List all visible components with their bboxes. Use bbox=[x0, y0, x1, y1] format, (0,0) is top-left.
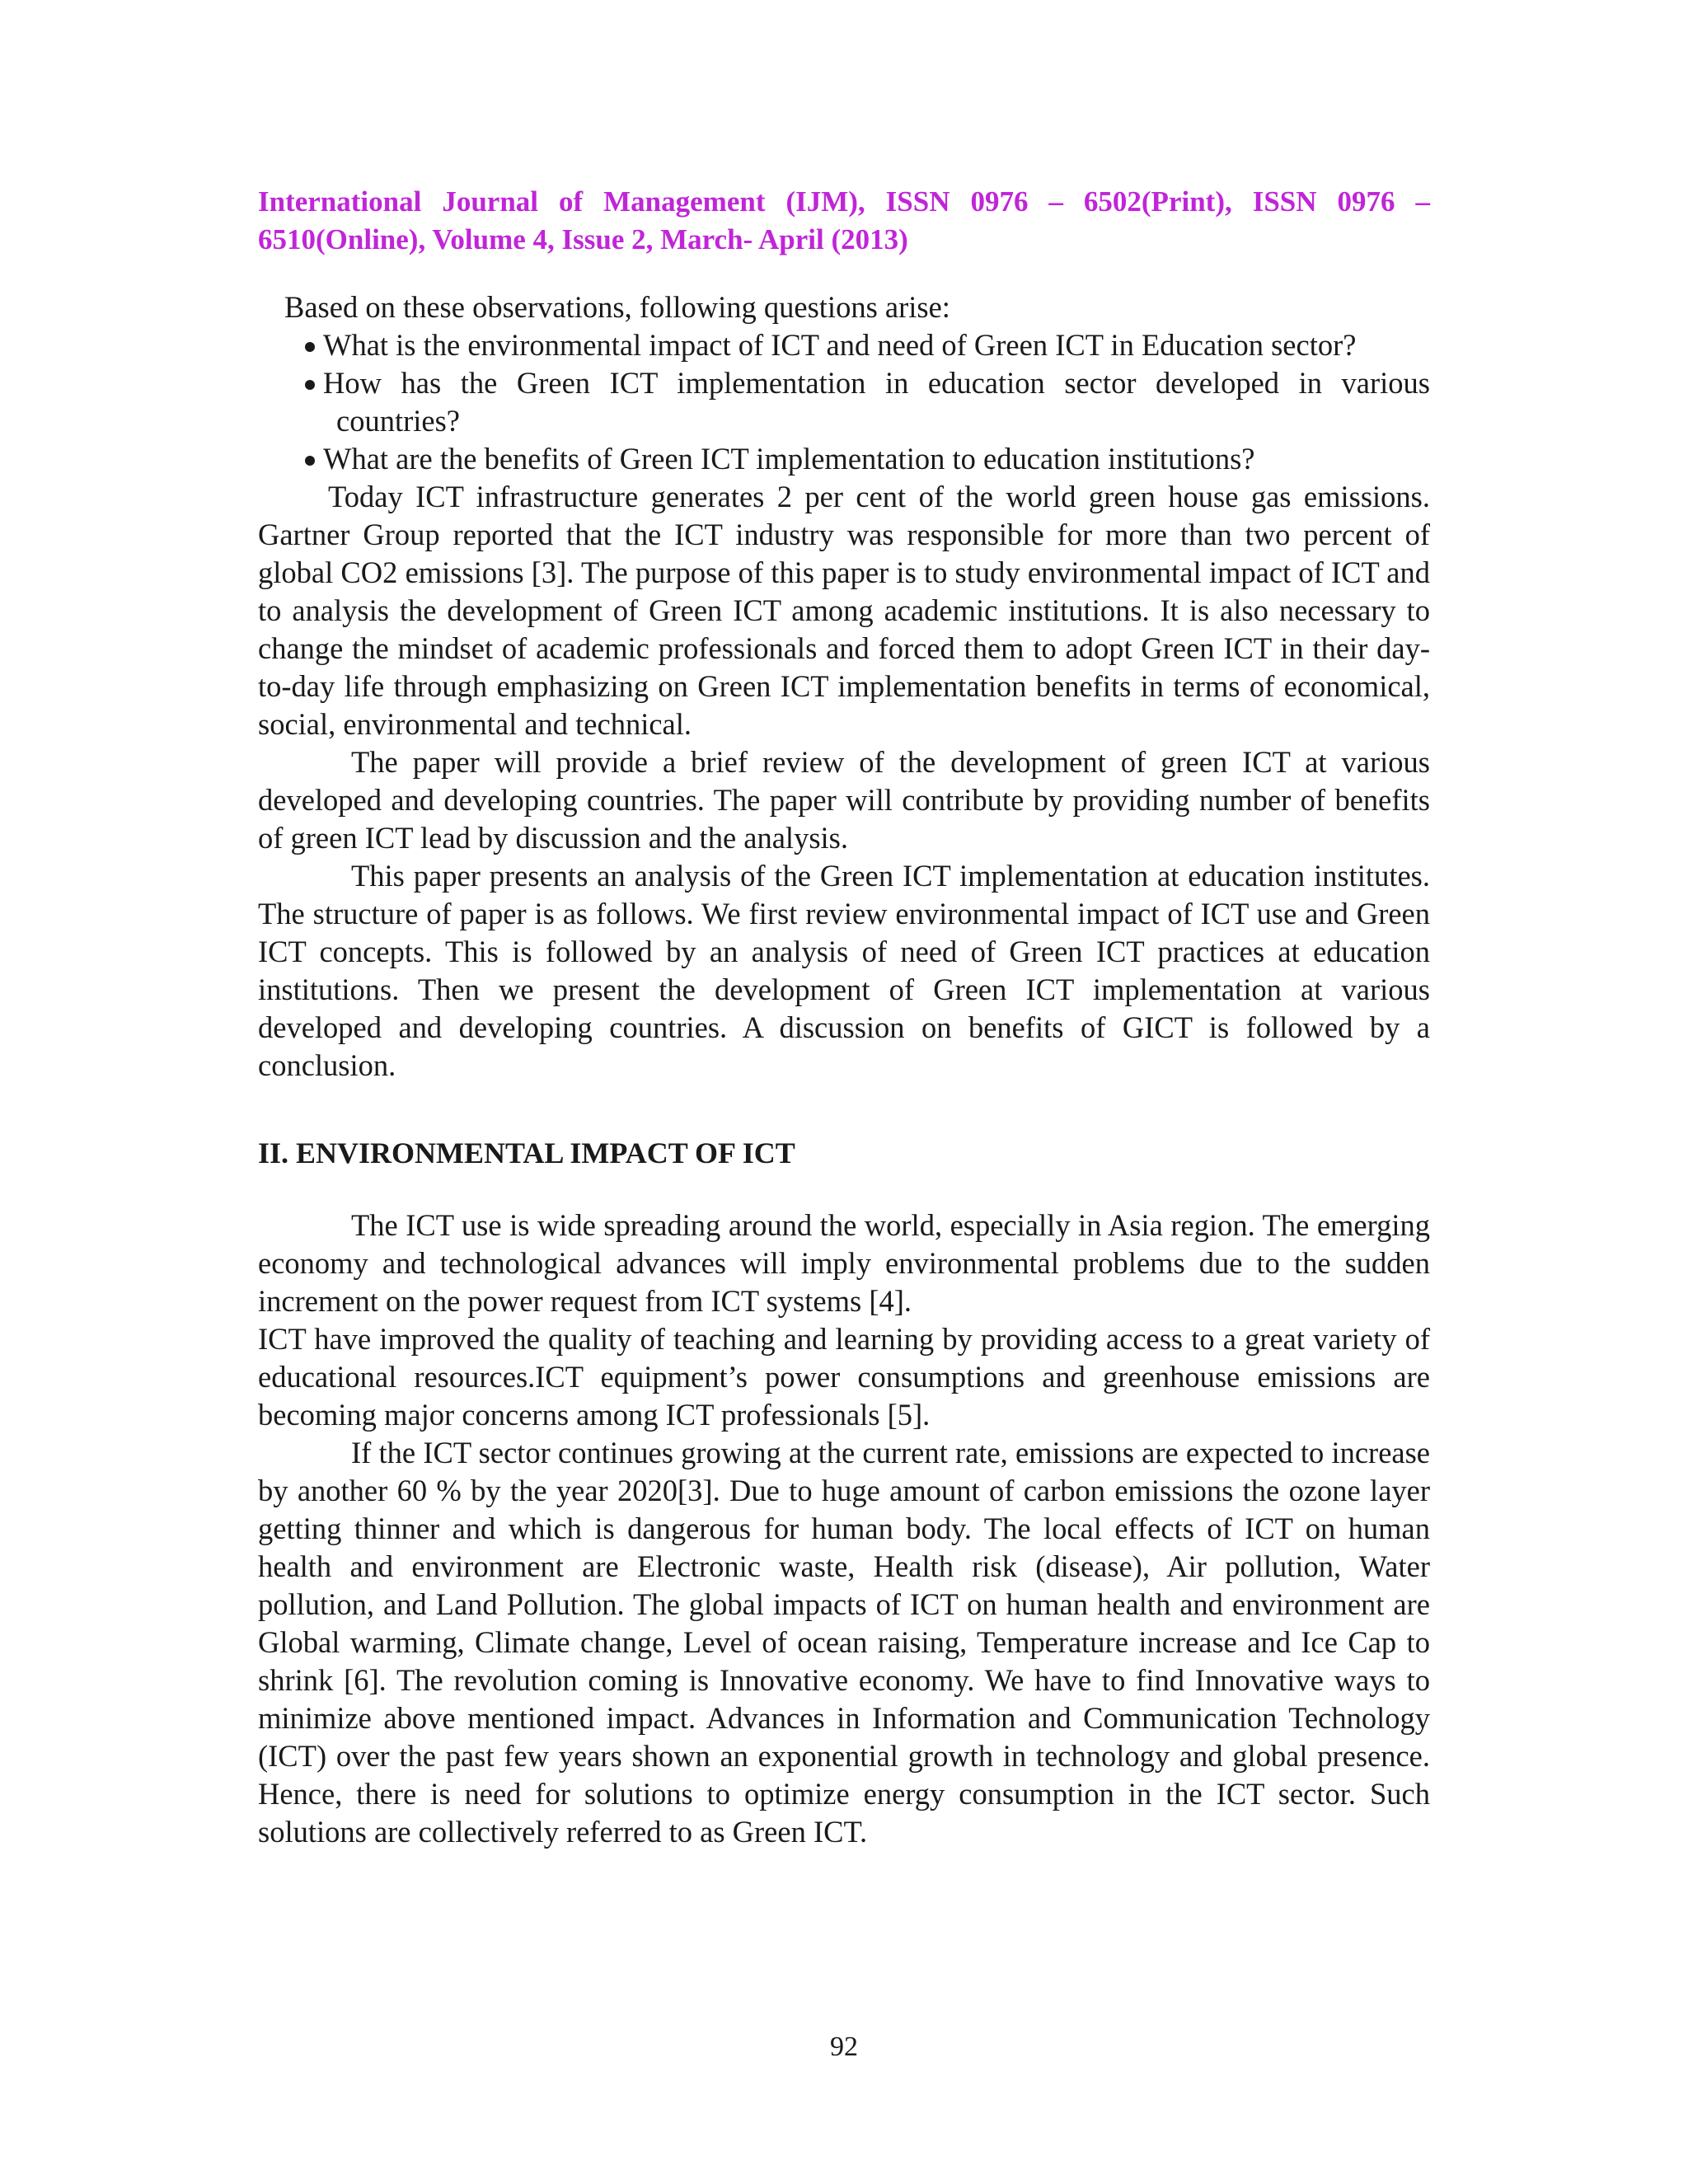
paragraph: The paper will provide a brief review of the development of green ICT at various developed and developing countries. The paper will contribute by providing number of benefits of green ICT lead by discussion and the analysis. bbox=[258, 745, 1430, 855]
bullet-text: What is the environmental impact of ICT and need of Green ICT in Education sector? bbox=[323, 328, 1357, 362]
journal-citation-header: International Journal of Management (IJM), ISSN 0976 – 6502(Print), ISSN 0976 – 6510(Online), Volume 4, Issue 2, March- April (2013) bbox=[258, 185, 1430, 255]
paragraph: The ICT use is wide spreading around the world, especially in Asia region. The emerging economy and technological advances will imply environmental problems due to the sudden increment on the power request from ICT systems [4]. bbox=[258, 1208, 1430, 1318]
bullet-icon bbox=[305, 380, 315, 390]
list-item bbox=[258, 326, 1430, 364]
bullet-text: What are the benefits of Green ICT implementation to education institutions? bbox=[323, 442, 1255, 476]
section-heading: II. ENVIRONMENTAL IMPACT OF ICT bbox=[258, 1137, 795, 1169]
section-body bbox=[258, 1207, 1430, 1851]
research-questions-list bbox=[258, 326, 1430, 478]
intro-lead: Based on these observations, following questions arise: bbox=[284, 290, 950, 324]
page-number: 92 bbox=[830, 2032, 858, 2062]
intro-body bbox=[258, 478, 1430, 1085]
bullet-icon bbox=[305, 456, 315, 466]
paragraph: Today ICT infrastructure generates 2 per cent of the world green house gas emissions. Gartner Group reported that the ICT industry was responsible for more than two percent of global CO2 emissions [3]. The purpose of this paper is to study environmental impact of ICT and to analysis the development of Green ICT among academic institutions. It is also necessary to change the mindset of academic professionals and forced them to adopt Green ICT in their day-to-day life through emphasizing on Green ICT implementation benefits in terms of economical, social, environmental and technical. bbox=[258, 480, 1430, 741]
paper-page bbox=[258, 0, 1430, 2184]
paragraph: This paper presents an analysis of the Green ICT implementation at education institutes. The structure of paper is as follows. We first review environmental impact of ICT use and Green ICT concepts. This is followed by an analysis of need of Green ICT practices at education institutions. Then we present the development of Green ICT implementation at various developed and developing countries. A discussion on benefits of GICT is followed by a conclusion. bbox=[258, 859, 1430, 1082]
bullet-icon bbox=[305, 342, 315, 352]
list-item bbox=[258, 364, 1430, 440]
list-item bbox=[258, 440, 1430, 478]
paragraph: If the ICT sector continues growing at the current rate, emissions are expected to increase by another 60 % by the year 2020[3]. Due to huge amount of carbon emissions the ozone layer getting thinner and which is dangerous for human body. The local effects of ICT on human health and environment are Electronic waste, Health risk (disease), Air pollution, Water pollution, and Land Pollution. The global impacts of ICT on human health and environment are Global warming, Climate change, Level of ocean raising, Temperature increase and Ice Cap to shrink [6]. The revolution coming is Innovative economy. We have to find Innovative ways to minimize above mentioned impact. Advances in Information and Communication Technology (ICT) over the past few years shown an exponential growth in technology and global presence. Hence, there is need for solutions to optimize energy consumption in the ICT sector. Such solutions are collectively referred to as Green ICT. bbox=[258, 1436, 1430, 1849]
paragraph: ICT have improved the quality of teaching and learning by providing access to a great variety of educational resources.ICT equipment’s power consumptions and greenhouse emissions are becoming major concerns among ICT professionals [5]. bbox=[258, 1322, 1430, 1432]
bullet-text: How has the Green ICT implementation in education sector developed in various countries? bbox=[323, 366, 1430, 438]
